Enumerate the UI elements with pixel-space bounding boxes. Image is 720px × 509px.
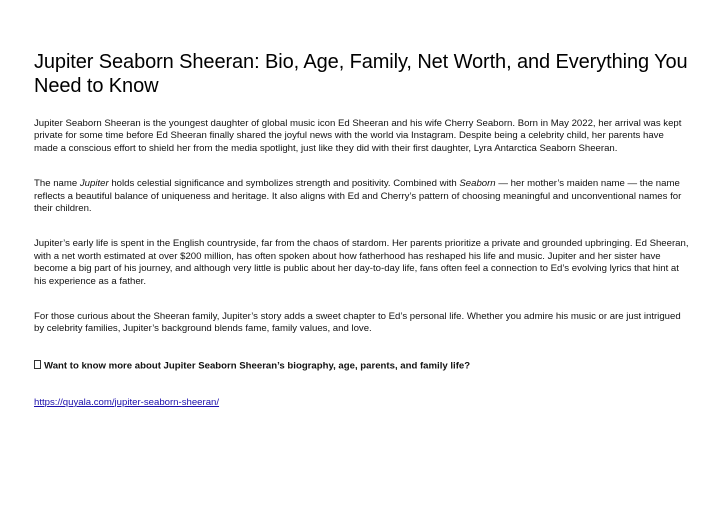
article-link[interactable]: https://quyala.com/jupiter-seaborn-sheeran/ — [34, 396, 220, 408]
call-to-action-text: Want to know more about Jupiter Seaborn Sheeran’s biography, age, parents, and family life? — [44, 360, 471, 372]
paragraph-text: The name — [34, 178, 80, 190]
paragraph-intro: Jupiter Seaborn Sheeran is the youngest daughter of global music icon Ed Sheeran and his wife Cherry Seaborn. Born in May 2022, her arrival was kept private for some time before Ed Sheeran finally shared the joyful news with the world via Instagram. Despite being a celebrity child, her parents have made a conscious effort to shield her from the media spotlight, just like they did with their first daughter, Lyra Antarctica Seaborn Sheeran. — [34, 118, 682, 154]
surname-italic: Seaborn — [459, 178, 496, 190]
paragraph-conclusion: For those curious about the Sheeran family, Jupiter’s story adds a sweet chapter to Ed’s personal life. Whether you admire his music or are just intrigued by celebrity families, Jupiter’s background blends fame, family values, and love. — [34, 311, 681, 335]
paragraph-name-meaning — [34, 178, 690, 215]
missing-glyph-box-icon — [34, 360, 41, 369]
paragraph-text: holds celestial significance and symbolizes strength and positivity. Combined with — [108, 178, 460, 190]
article — [34, 50, 690, 409]
call-to-action — [34, 360, 690, 373]
article-title: Jupiter Seaborn Sheeran: Bio, Age, Family, Net Worth, and Everything You Need to Know — [34, 51, 688, 97]
name-italic: Jupiter — [79, 178, 109, 190]
paragraph-text: — her mother’s maiden name — the name reflects a beautiful balance of uniqueness and heritage. It also aligns with Ed and Cherry’s pattern of choosing meaningful and unconventional names for their children. — [34, 178, 682, 215]
paragraph-early-life: Jupiter’s early life is spent in the English countryside, far from the chaos of stardom. Her parents prioritize a private and grounded upbringing. Ed Sheeran, with a net worth estimated at over $200 million, has often spoken about how fatherhood has reshaped his life and music. Jupiter and her sister have become a big part of his journey, and although very little is public about her day-to-day life, fans often feel a connection to Ed’s evolving lyrics that hint at his experience as a father. — [34, 238, 689, 287]
link-paragraph — [34, 397, 690, 409]
